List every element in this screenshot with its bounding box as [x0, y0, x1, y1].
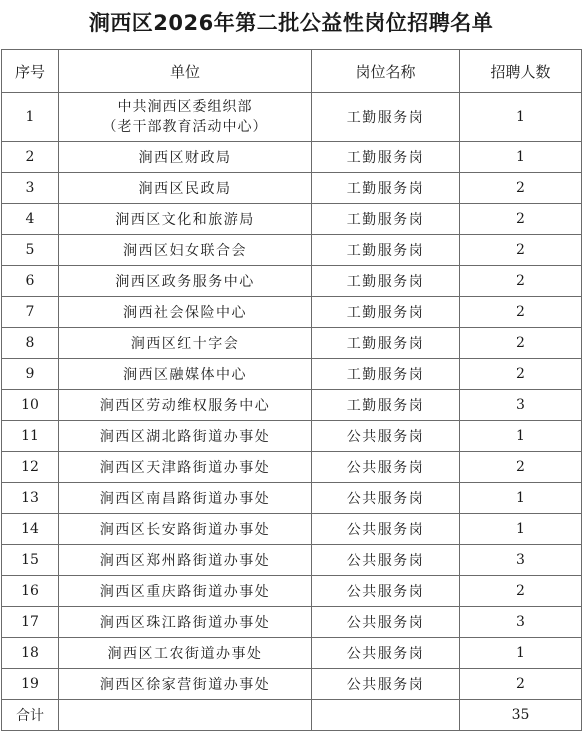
- row-seq: 8: [2, 328, 59, 359]
- table-row: [2, 328, 582, 359]
- row-position: 公共服务岗: [312, 669, 460, 700]
- header-unit: 单位: [59, 50, 312, 93]
- table-row: [2, 483, 582, 514]
- row-unit-line1: 中共涧西区委组织部: [117, 99, 253, 115]
- row-count: 3: [460, 545, 582, 576]
- row-position: 工勤服务岗: [312, 390, 460, 421]
- row-unit: 涧西区重庆路街道办事处: [59, 576, 312, 607]
- row-position: 工勤服务岗: [312, 266, 460, 297]
- row-position: 公共服务岗: [312, 638, 460, 669]
- row-position: 工勤服务岗: [312, 204, 460, 235]
- row-unit: 涧西区天津路街道办事处: [59, 452, 312, 483]
- row-unit: 涧西区融媒体中心: [59, 359, 312, 390]
- row-position: 工勤服务岗: [312, 93, 460, 142]
- table-row: [2, 576, 582, 607]
- row-seq: 11: [2, 421, 59, 452]
- row-unit: [59, 93, 312, 142]
- row-seq: 19: [2, 669, 59, 700]
- row-seq: 15: [2, 545, 59, 576]
- row-unit: 涧西区工农街道办事处: [59, 638, 312, 669]
- row-count: 3: [460, 607, 582, 638]
- row-position: 工勤服务岗: [312, 328, 460, 359]
- row-count: 3: [460, 390, 582, 421]
- row-count: 1: [460, 142, 582, 173]
- row-unit-line2: （老干部教育活动中心）: [102, 119, 268, 135]
- row-unit: 涧西区郑州路街道办事处: [59, 545, 312, 576]
- table-row: [2, 204, 582, 235]
- table-row: [2, 421, 582, 452]
- row-seq: 14: [2, 514, 59, 545]
- row-count: 2: [460, 173, 582, 204]
- table-row: [2, 359, 582, 390]
- table-row: [2, 297, 582, 328]
- row-count: 1: [460, 93, 582, 142]
- row-seq: 13: [2, 483, 59, 514]
- row-unit: 涧西区民政局: [59, 173, 312, 204]
- row-seq: 6: [2, 266, 59, 297]
- row-position: 工勤服务岗: [312, 142, 460, 173]
- row-unit: 涧西区财政局: [59, 142, 312, 173]
- header-count: 招聘人数: [460, 50, 582, 93]
- table-row: [2, 669, 582, 700]
- row-position: 公共服务岗: [312, 483, 460, 514]
- table-header-row: [2, 50, 582, 93]
- row-count: 2: [460, 452, 582, 483]
- row-position: 公共服务岗: [312, 514, 460, 545]
- row-unit: 涧西区南昌路街道办事处: [59, 483, 312, 514]
- row-count: 2: [460, 266, 582, 297]
- row-count: 2: [460, 204, 582, 235]
- row-position: 公共服务岗: [312, 576, 460, 607]
- row-position: 公共服务岗: [312, 545, 460, 576]
- row-count: 2: [460, 359, 582, 390]
- row-unit: 涧西区湖北路街道办事处: [59, 421, 312, 452]
- row-position: 工勤服务岗: [312, 235, 460, 266]
- row-count: 1: [460, 638, 582, 669]
- row-count: 2: [460, 297, 582, 328]
- row-count: 1: [460, 514, 582, 545]
- row-seq: 1: [2, 93, 59, 142]
- row-count: 2: [460, 669, 582, 700]
- row-position: 工勤服务岗: [312, 359, 460, 390]
- row-seq: 9: [2, 359, 59, 390]
- table-row: [2, 235, 582, 266]
- header-position: 岗位名称: [312, 50, 460, 93]
- row-seq: 7: [2, 297, 59, 328]
- row-unit: 涧西区长安路街道办事处: [59, 514, 312, 545]
- row-seq: 3: [2, 173, 59, 204]
- row-unit: 涧西区妇女联合会: [59, 235, 312, 266]
- row-position: 公共服务岗: [312, 421, 460, 452]
- row-position: 公共服务岗: [312, 607, 460, 638]
- row-unit: 涧西社会保险中心: [59, 297, 312, 328]
- row-unit: 涧西区珠江路街道办事处: [59, 607, 312, 638]
- table-row: [2, 514, 582, 545]
- row-count: 1: [460, 483, 582, 514]
- row-count: 2: [460, 576, 582, 607]
- table-row: [2, 173, 582, 204]
- total-count: 35: [460, 700, 582, 731]
- row-unit: 涧西区劳动维权服务中心: [59, 390, 312, 421]
- recruitment-table: [1, 49, 582, 731]
- table-row: [2, 638, 582, 669]
- table-row: [2, 93, 582, 142]
- row-seq: 16: [2, 576, 59, 607]
- page-title: 涧西区2026年第二批公益性岗位招聘名单: [88, 11, 494, 35]
- row-count: 2: [460, 328, 582, 359]
- row-count: 1: [460, 421, 582, 452]
- row-position: 工勤服务岗: [312, 173, 460, 204]
- header-seq: 序号: [2, 50, 59, 93]
- total-label: 合计: [2, 700, 59, 731]
- row-seq: 4: [2, 204, 59, 235]
- row-position: 工勤服务岗: [312, 297, 460, 328]
- row-seq: 10: [2, 390, 59, 421]
- row-seq: 18: [2, 638, 59, 669]
- table-row: [2, 142, 582, 173]
- row-unit: 涧西区文化和旅游局: [59, 204, 312, 235]
- table-row: [2, 452, 582, 483]
- table-row: [2, 607, 582, 638]
- row-seq: 5: [2, 235, 59, 266]
- row-unit: 涧西区徐家营街道办事处: [59, 669, 312, 700]
- row-seq: 12: [2, 452, 59, 483]
- table-row: [2, 266, 582, 297]
- row-position: 公共服务岗: [312, 452, 460, 483]
- row-seq: 2: [2, 142, 59, 173]
- row-unit: 涧西区红十字会: [59, 328, 312, 359]
- row-seq: 17: [2, 607, 59, 638]
- table-row: [2, 545, 582, 576]
- table-row: [2, 390, 582, 421]
- row-unit: 涧西区政务服务中心: [59, 266, 312, 297]
- row-count: 2: [460, 235, 582, 266]
